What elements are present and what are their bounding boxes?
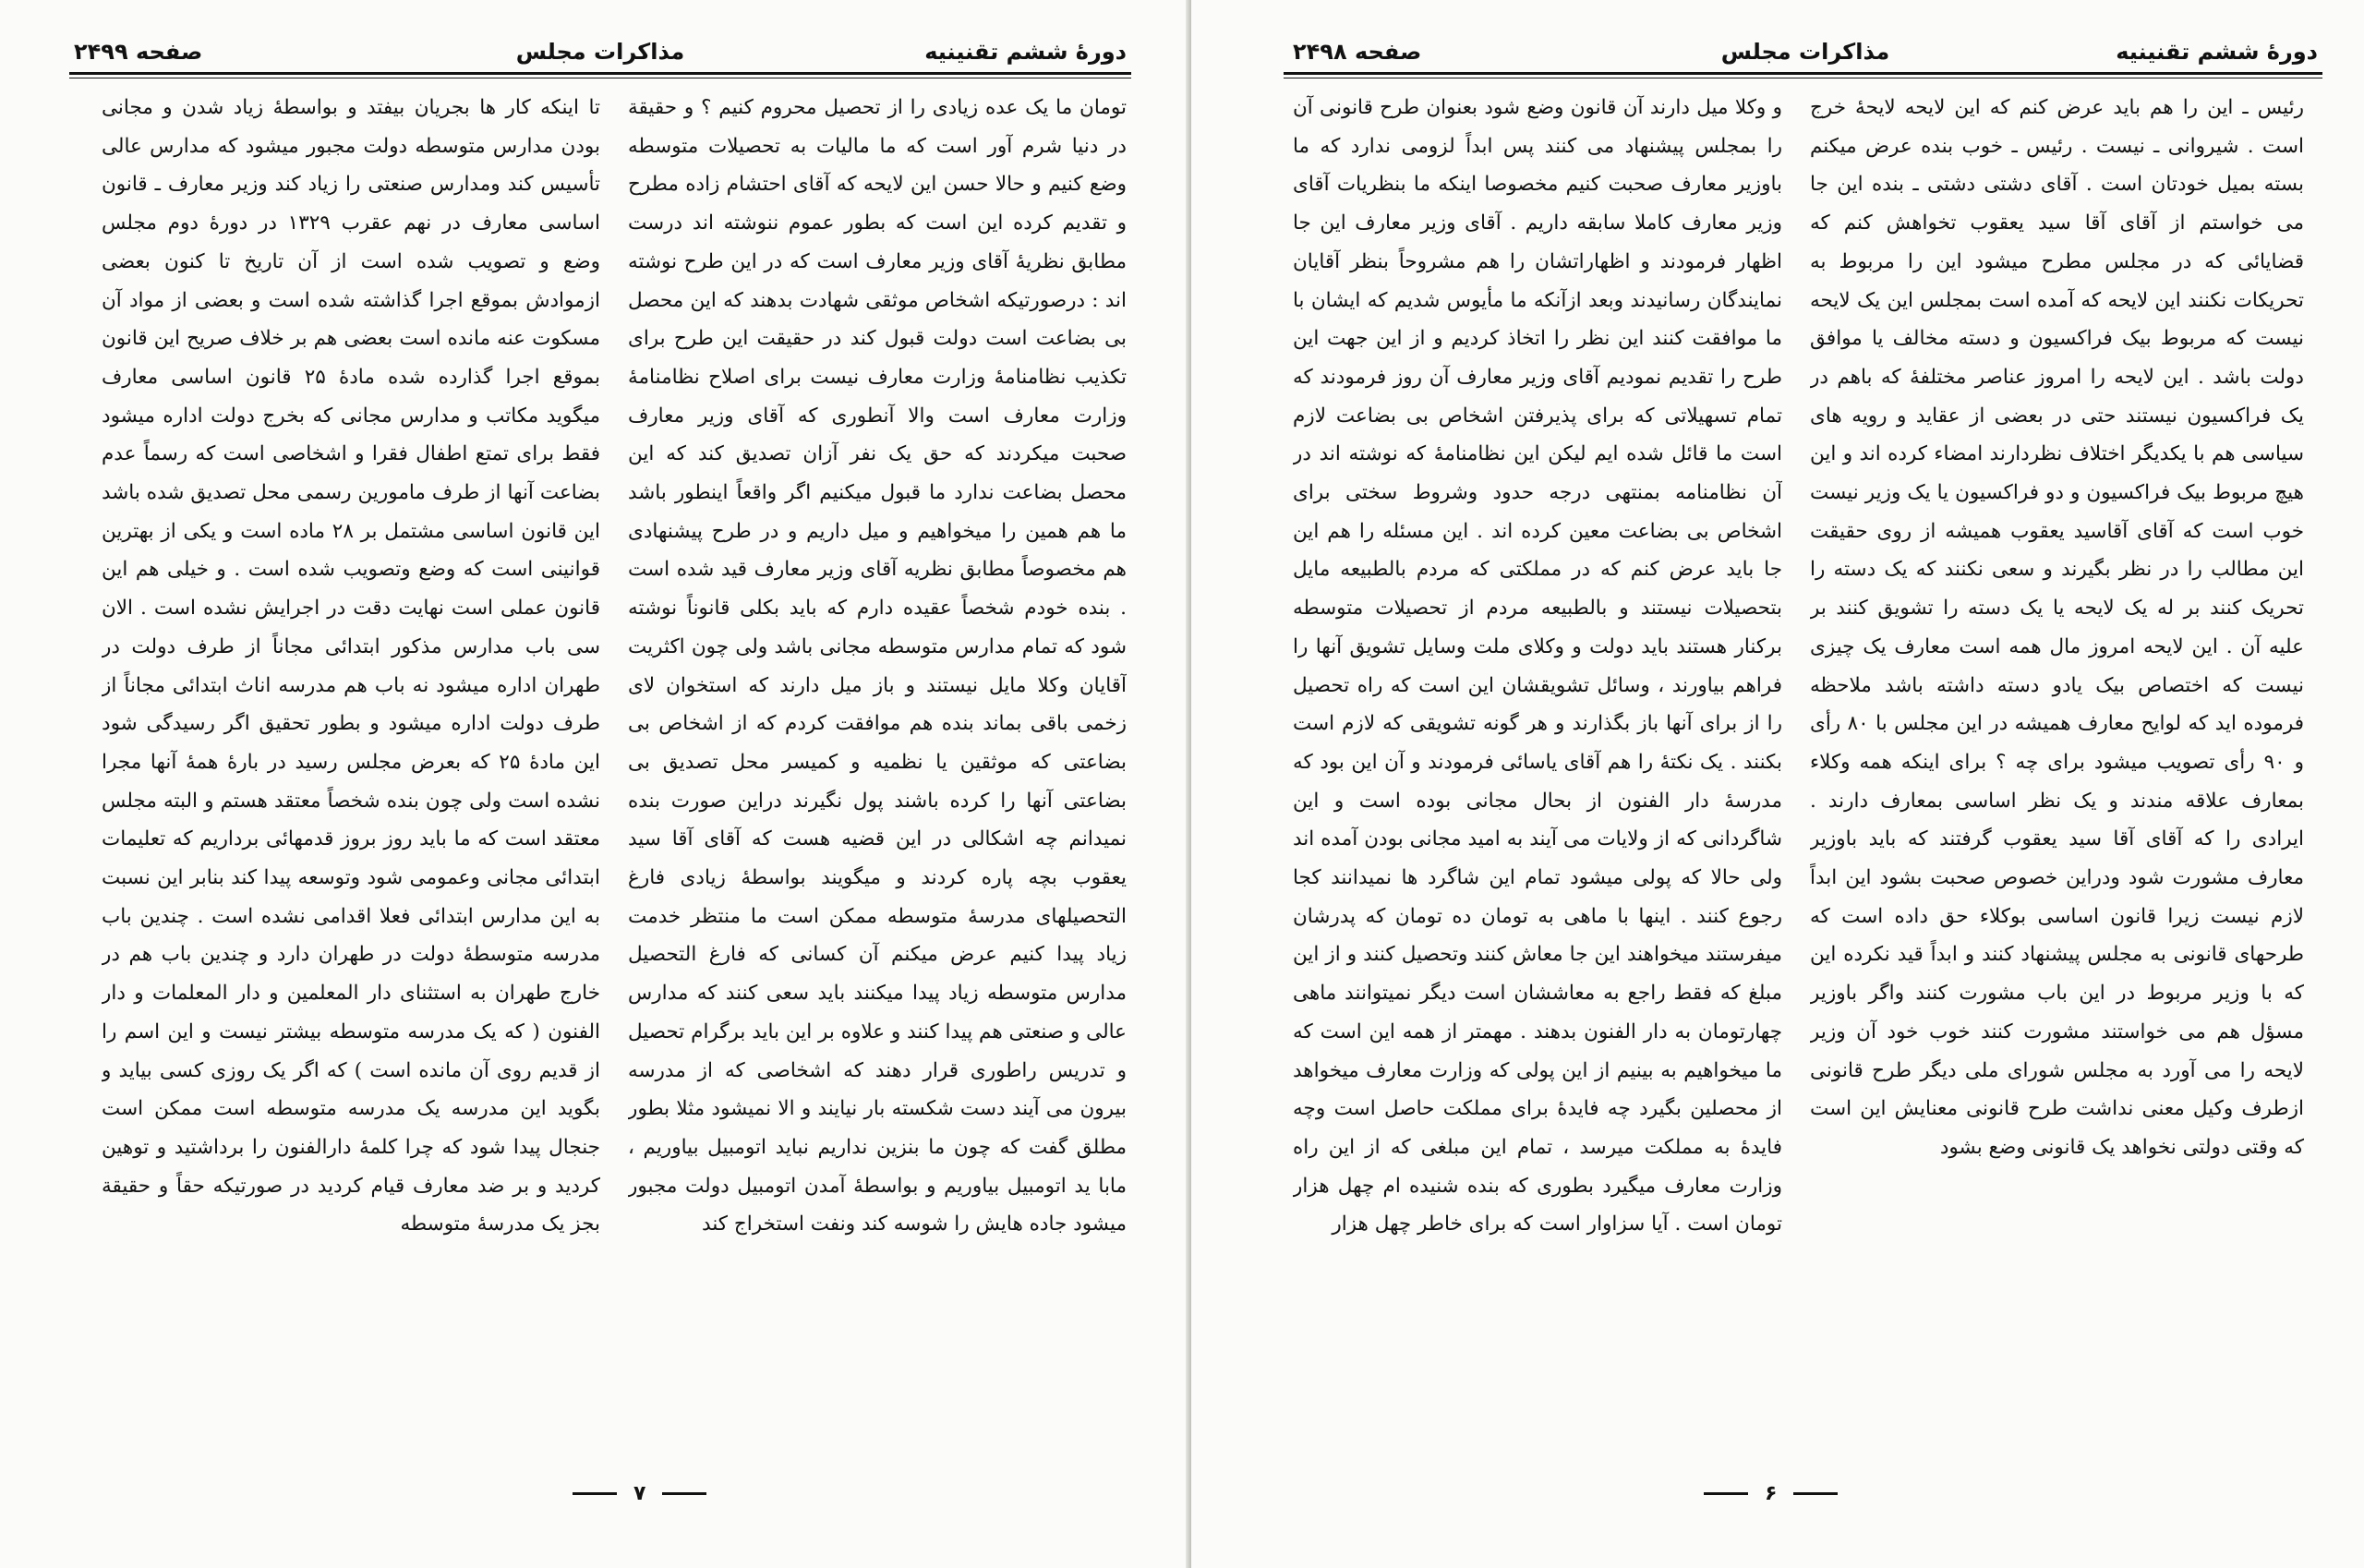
header-rule bbox=[69, 72, 1131, 75]
page-footer bbox=[1704, 1478, 1838, 1509]
journal-title: مذاکرات مجلس bbox=[515, 39, 685, 65]
session-label: دورهٔ ششم تقنینیه bbox=[2116, 39, 2318, 65]
page-footer bbox=[573, 1478, 706, 1509]
header-rule bbox=[1284, 72, 2322, 75]
page-number-label: صفحه ۲۴۹۹ bbox=[74, 39, 203, 65]
text-column-left bbox=[1293, 89, 1782, 1474]
footer-page-number: ۶ bbox=[1765, 1481, 1778, 1505]
text-column-left bbox=[102, 89, 600, 1474]
column-text: و وکلا میل دارند آن قانون وضع شود بعنوان طرح قانونی آن را بمجلس پیشنهاد می کنند پس ابداً لزومی ندارد که ما باوزیر معارف صحبت کنیم مخصوصا اینکه ما بنظریات آقای وزیر معارف کاملا سابقه داریم . آقای وزیر معارف این جا اظهار فرمودند و اظهاراتشان را هم مشروحاً بنظر آقایان نمایندگان رسانیدند وبعد ازآنکه ما مأیوس شدیم که ایشان با ما موافقت کنند این نظر را اتخاذ کردیم و از این جهت این طرح را تقدیم نمودیم آقای وزیر معارف آن روز فرمودند که تمام تسهیلاتی که برای پذیرفتن اشخاص بی بضاعت لازم است ما قائل شده ایم لیکن این نظامنامهٔ که نوشته اند در آن نظامنامه بمنتهی درجه حدود وشروط سختی برای اشخاص بی بضاعت معین کرده اند . این مسئله را هم این جا باید عرض کنم که در مملکتی که مردم بالطبیعه مایل بتحصیلات نیستند و بالطبیعه مردم از تحصیلات متوسطه برکنار هستند باید دولت و وکلای ملت وسایل تشویق آنها را فراهم بیاورند ، وسائل تشویقشان این است که راه تحصیل را از برای آنها باز بگذارند و هر گونه تشویقی که لازم است بکنند . یک نکتهٔ را هم آقای یاسائی فرمودند و آن این بود که مدرسهٔ دار الفنون از بحال مجانی بوده است و این شاگردانی که از ولایات می آیند به امید مجانی بودن آمده اند ولی حالا که پولی میشود تمام این شاگرد ها نمیدانند کجا رجوع کنند . اینها با ماهی به تومان ده تومان که پدرشان میفرستند میخواهند این جا معاش کنند وتحصیل کنند و از این مبلغ که فقط راجع به معاششان است دیگر نمیتوانند ماهی چهارتومان به دار الفنون بدهند . مهمتر از همه این است که ما میخواهیم به بینیم از این پولی که وزارت معارف میخواهد از محصلین بگیرد چه فایدهٔ برای مملکت حاصل است وچه فایدهٔ به مملکت میرسد ، تمام این مبلغی که از این راه وزارت معارف میگیرد بطوری که بنده شنیده ام چهل هزار تومان است . آیا سزاوار است که برای خاطر چهل هزار bbox=[1293, 96, 1782, 1236]
page-number-label: صفحه ۲۴۹۸ bbox=[1293, 39, 1422, 65]
footer-page-number: ۷ bbox=[633, 1481, 646, 1505]
column-text: تومان ما یک عده زیادی را از تحصیل محروم کنیم ؟ و حقیقة در دنیا شرم آور است که ما مالیات به تحصیلات متوسطه وضع کنیم و حالا حسن این لایحه که آقای احتشام زاده مطرح و تقدیم کرده این است که بطور عموم ننوشته اند درست مطابق نظریهٔ آقای وزیر معارف است که در این طرح نوشته اند : درصورتیکه اشخاص موثقی شهادت بدهند که این محصل بی بضاعت است دولت قبول کند در حقیقت این طرح برای تکذیب نظامنامهٔ وزارت معارف نیست برای اصلاح نظامنامهٔ وزارت معارف است والا آنطوری که آقای وزیر معارف صحبت میکردند که حق یک نفر آزان تصدیق کند که این محصل بضاعت ندارد ما قبول میکنیم اگر واقعاً اینطور باشد ما هم همین را میخواهیم و میل داریم و در طرح پیشنهادی هم مخصوصاً مطابق نظریه آقای وزیر معارف قید شده است . بنده خودم شخصاً عقیده دارم که باید بکلی قانوناً نوشته شود که تمام مدارس متوسطه مجانی باشد ولی چون اکثریت آقایان وکلا مایل نیستند و باز میل دارند که استخوان لای زخمی باقی بماند بنده هم موافقت کردم که از اشخاص بی بضاعتی که موثقین یا نظمیه و کمیسر محل تصدیق بی بضاعتی آنها را کرده باشند پول نگیرند دراین صورت بنده نمیدانم چه اشکالی در این قضیه هست که آقای آقا سید یعقوب بچه پاره کردند و میگویند بواسطهٔ زیادی فارغ التحصیلهای مدرسهٔ متوسطه ممکن است ما منتظر خدمت زیاد پیدا کنیم عرض میکنم آن کسانی که فارغ التحصیل مدارس متوسطه زیاد پیدا میکنند باید سعی کنند که مدارس عالی و صنعتی هم پیدا کنند و علاوه بر این باید برگرام تحصیل و تدریس راطوری قرار دهند که اشخاصی که از مدرسه بیرون می آیند دست شکسته بار نیایند و الا نمیشود مثلا بطور مطلق گفت که چون ما بنزین نداریم نباید اتومبیل بیاوریم ، مابا ید اتومبیل بیاوریم و بواسطهٔ آمدن اتومبیل دولت مجبور میشود جاده هایش را شوسه کند ونفت استخراج کند bbox=[628, 96, 1127, 1236]
right-page bbox=[1191, 0, 2364, 1568]
footer-dash bbox=[1704, 1492, 1748, 1495]
footer-dash bbox=[573, 1492, 617, 1495]
footer-dash bbox=[1793, 1492, 1838, 1495]
page-header bbox=[1293, 33, 2318, 70]
column-text: تا اینکه کار ها بجریان بیفتد و بواسطهٔ زیاد شدن و مجانی بودن مدارس متوسطه دولت مجبور میشود که مدارس عالی تأسیس کند ومدارس صنعتی را زیاد کند وزیر معارف ـ قانون اساسی معارف در نهم عقرب ۱۳۲۹ در دورهٔ دوم مجلس وضع و تصویب شده است از آن تاریخ تا کنون بعضی ازموادش بموقع اجرا گذاشته شده است و بعضی از مواد آن مسکوت عنه مانده است بعضی هم بر خلاف صریح این قانون بموقع اجرا گذارده شده مادهٔ ۲۵ قانون اساسی معارف میگوید مکاتب و مدارس مجانی که بخرج دولت اداره میشود فقط برای تمتع اطفال فقرا و اشخاصی است که رسماً عدم بضاعت آنها از طرف مامورین رسمی محل تصدیق شده باشد این قانون اساسی مشتمل بر ۲۸ ماده است و یکی از بهترین قوانینی است که وضع وتصویب شده است . و خیلی هم این قانون عملی است نهایت دقت در اجرایش نشده است . الان سی باب مدارس مذکور ابتدائی مجاناً از طرف دولت در طهران اداره میشود نه باب هم مدرسه اناث ابتدائی مجاناً از طرف دولت اداره میشود و بطور تحقیق اگر رسیدگی شود این مادهٔ ۲۵ که بعرض مجلس رسید در بارهٔ همهٔ آنها مجرا نشده است ولی چون بنده شخصاً معتقد هستم و البته مجلس معتقد است که ما باید روز بروز قدمهائی برداریم که تعلیمات ابتدائی مجانی وعمومی شود وتوسعه پیدا کند بنابر این نسبت به این مدارس ابتدائی فعلا اقدامی نشده است . چندین باب مدرسه متوسطهٔ دولت در طهران دارد و چندین باب هم در خارج طهران به استثنای دار المعلمین و دار المعلمات و دار الفنون ( که یک مدرسه متوسطه بیشتر نیست و این اسم را از قدیم روی آن مانده است ) که اگر یک روزی کسی بیاید و بگوید این مدرسه یک مدرسه متوسطه است ممکن است جنجال پیدا شود که چرا کلمهٔ دارالفنون را برداشتید و توهین کردید و بر ضد معارف قیام کردید در صورتیکه حقاً و حقیقة بجز یک مدرسهٔ متوسطه bbox=[102, 96, 600, 1236]
footer-dash bbox=[662, 1492, 706, 1495]
column-text: رئیس ـ این را هم باید عرض کنم که این لایحه لایحهٔ خرج است . شیروانی ـ نیست . رئیس ـ خوب بنده عرض میکنم بسته بمیل خودتان است . آقای دشتی دشتی ـ بنده این جا می خواستم از آقای آقا سید یعقوب تخواهش کنم که قضایائی که در مجلس مطرح میشود این را مربوط به تحریکات نکنند این لایحه که آمده است بمجلس این یک لایحه نیست که مربوط بیک فراکسیون و دسته مخالف یا موافق دولت باشد . این لایحه را امروز عناصر مختلفهٔ که باهم در یک فراکسیون نیستند حتی در بعضی از عقاید و رویه های سیاسی هم با یکدیگر اختلاف نظردارند امضاء کرده اند و این هیچ مربوط بیک فراکسیون و دو فراکسیون یا یک وزیر نیست خوب است که آقای آقاسید یعقوب همیشه از روی حقیقت این مطالب را در نظر بگیرند و سعی نکنند که یک دسته را تحریک کنند بر له یک لایحه یا یک دسته را تشویق کنند بر علیه آن . این لایحه امروز مال همه است معارف یک چیزی نیست که اختصاص بیک یادو دسته داشته باشد ملاحظه فرموده اید که لوایح معارف همیشه در این مجلس با ۸۰ رأی و ۹۰ رأی تصویب میشود برای چه ؟ برای اینکه همه وکلاء بمعارف علاقه مندند و یک نظر اساسی بمعارف دارند . ایرادی را که آقای آقا سید یعقوب گرفتند که باید باوزیر معارف مشورت شود ودراین خصوص صحبت بشود این ابداً لازم نیست زیرا قانون اساسی بوکلاء حق داده است که طرحهای قانونی به مجلس پیشنهاد کنند و ابداً قید نکرده این که با وزیر مربوط در این باب مشورت کنند واگر باوزیر مسؤل هم می خواستند مشورت کنند خوب خود آن وزیر لایحه را می آورد به مجلس شورای ملی دیگر طرح قانونی ازطرف وکیل معنی نداشت طرح قانونی معنایش این است که وقتی دولتی نخواهد یک قانونی وضع بشود bbox=[1810, 96, 2304, 1159]
journal-title: مذاکرات مجلس bbox=[1720, 39, 1890, 65]
page-header bbox=[74, 33, 1127, 70]
text-column-right bbox=[628, 89, 1127, 1474]
session-label: دورهٔ ششم تقنینیه bbox=[924, 39, 1127, 65]
text-column-right bbox=[1810, 89, 2304, 1474]
